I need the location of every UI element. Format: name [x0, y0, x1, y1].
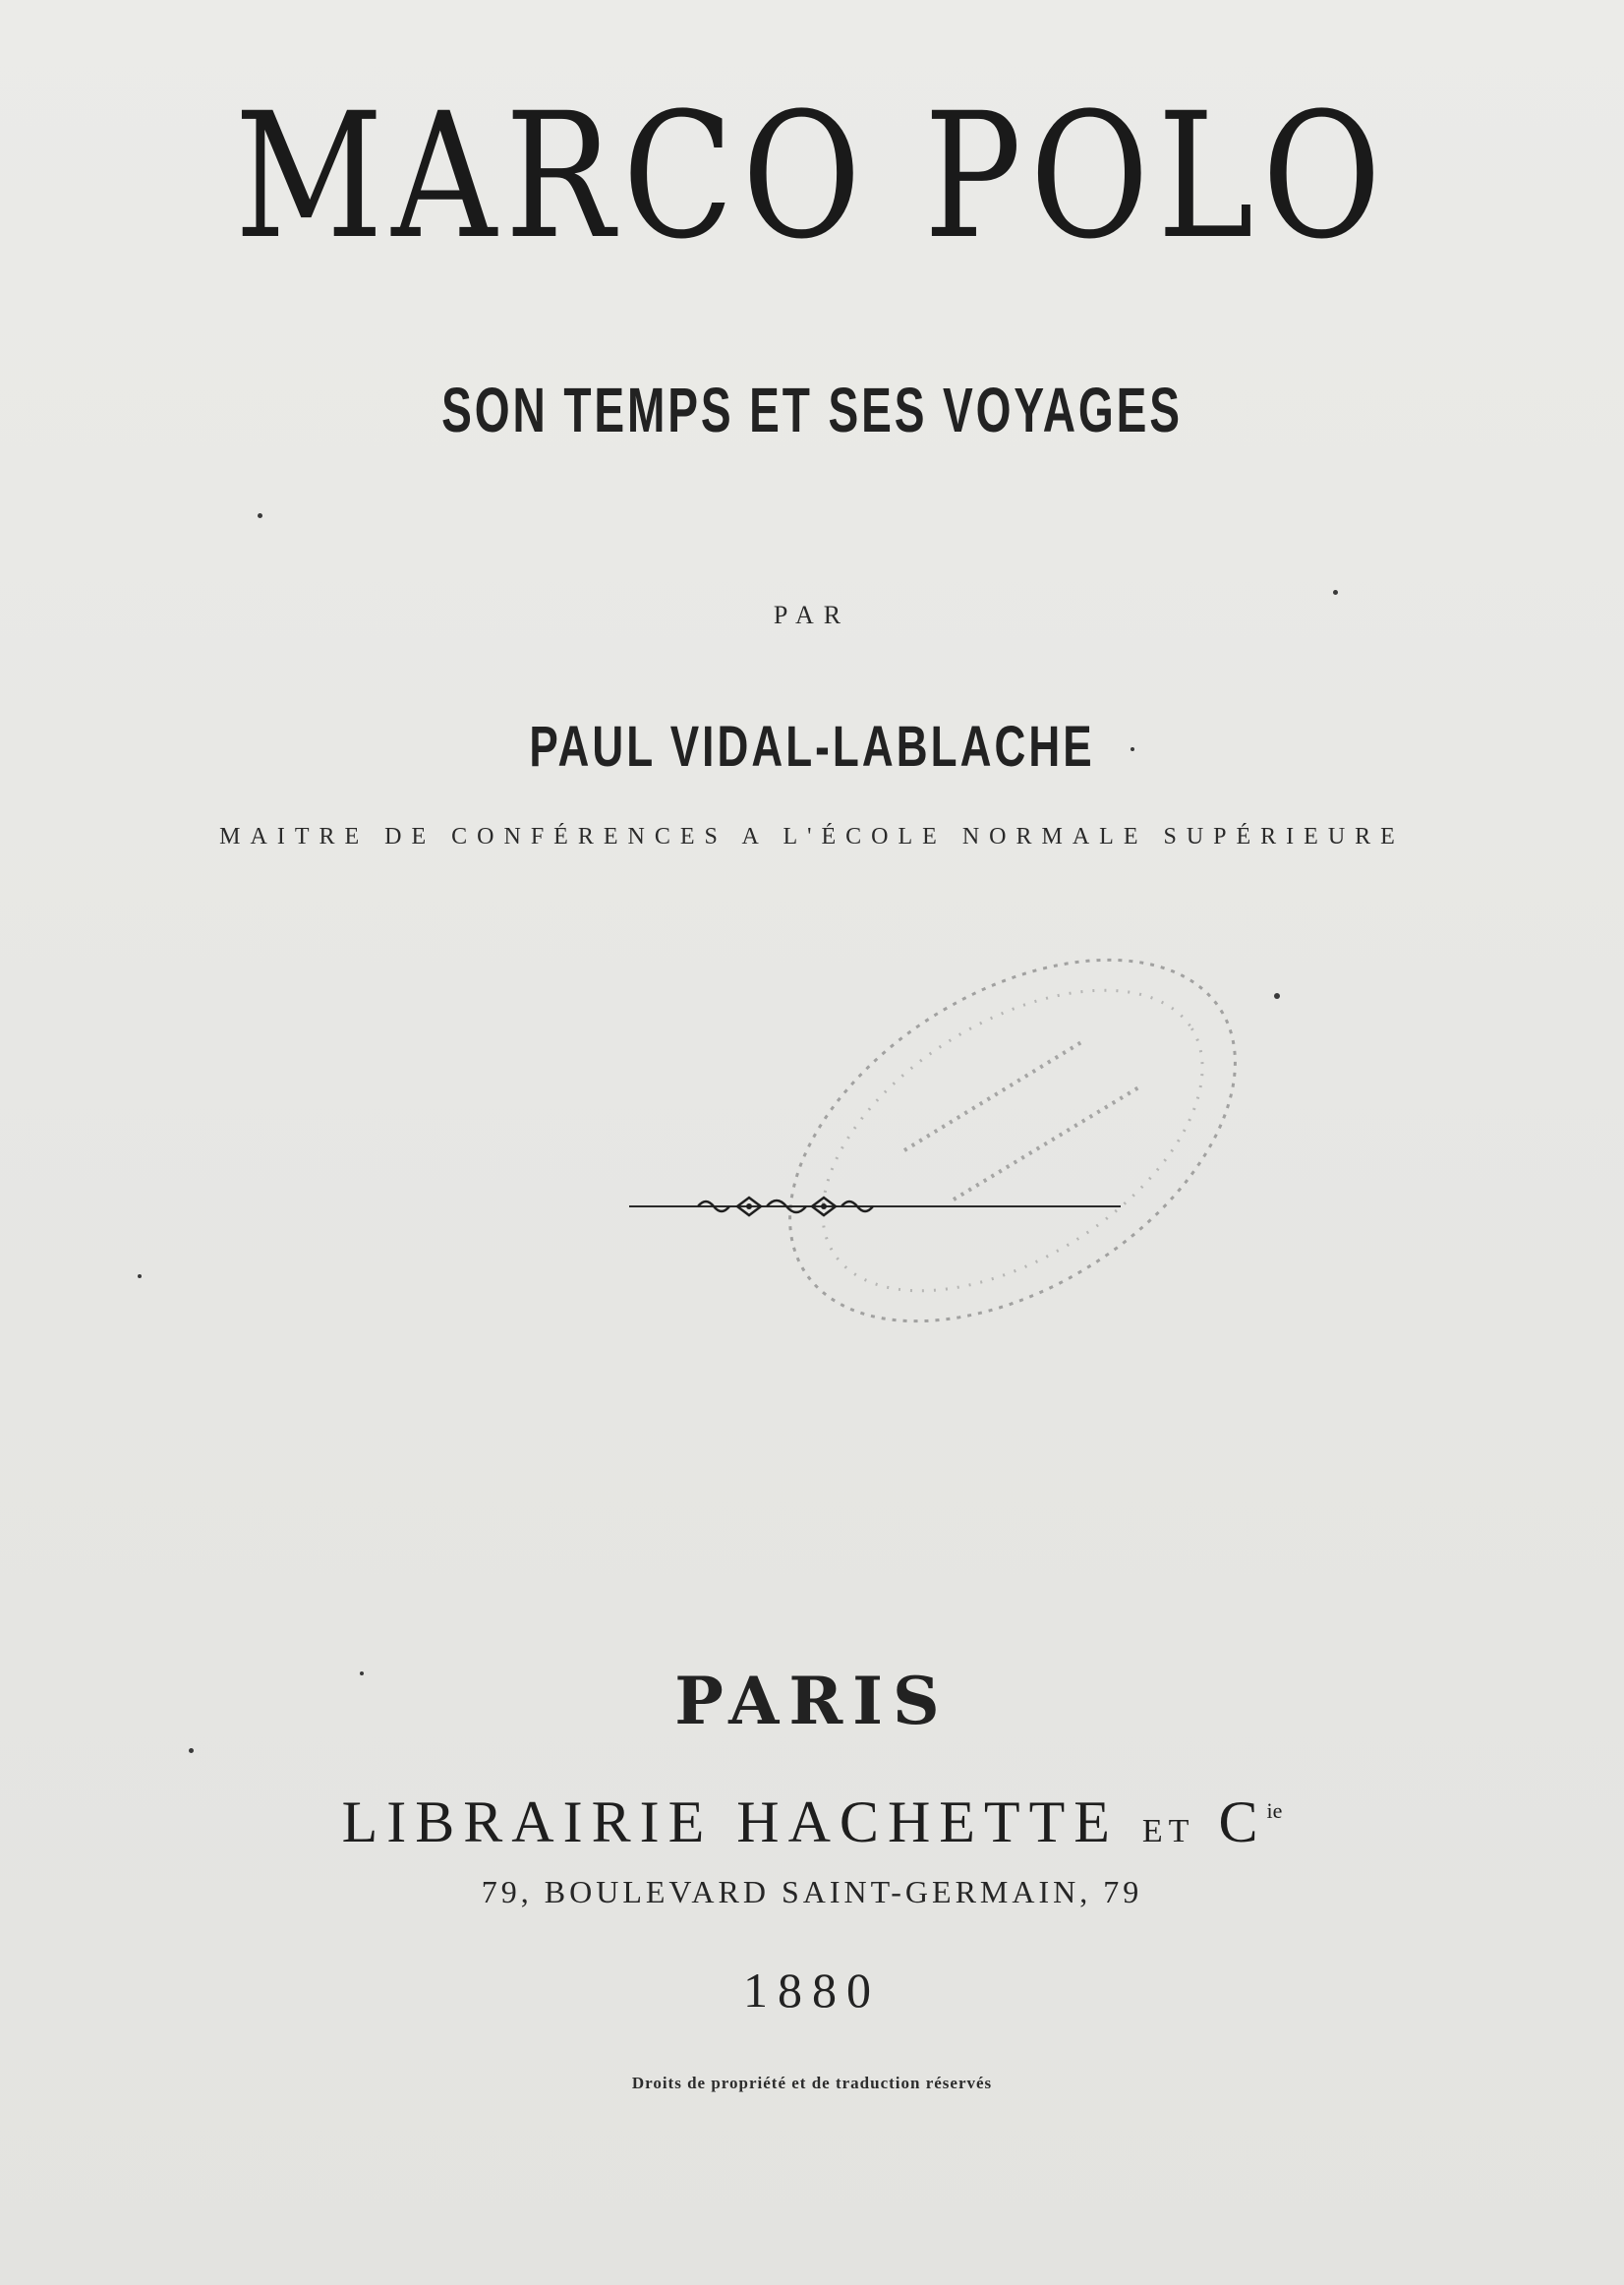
publisher-address: 79, BOULEVARD SAINT-GERMAIN, 79 [481, 1874, 1143, 1909]
by-line: PAR [773, 601, 851, 629]
publisher-co: C [1218, 1789, 1267, 1854]
publication-year: 1880 [743, 1963, 881, 2018]
ink-speck [360, 1671, 364, 1675]
publisher-co-superscript: ie [1266, 1798, 1283, 1823]
ink-speck [1274, 993, 1280, 999]
rights-notice: Droits de propriété et de traduction réservés [631, 2074, 993, 2092]
ink-speck [138, 1274, 142, 1278]
book-subtitle: SON TEMPS ET SES VOYAGES [441, 375, 1183, 445]
publisher-city: PARIS [674, 1663, 950, 1739]
ink-speck [1131, 747, 1134, 751]
author-affiliation: MAITRE DE CONFÉRENCES A L'ÉCOLE NORMALE SUPÉRIEURE [219, 824, 1405, 850]
publisher-name: LIBRAIRIE HACHETTE [341, 1789, 1119, 1854]
ornamental-rule [629, 1185, 1121, 1228]
publisher-et: ET [1141, 1813, 1195, 1849]
ink-speck [258, 513, 262, 518]
book-title: MARCO POLO [234, 76, 1390, 277]
ink-speck [189, 1748, 194, 1753]
author-name: PAUL VIDAL-LABLACHE [529, 715, 1095, 779]
publisher-line [0, 1776, 1624, 1854]
ink-speck [1333, 590, 1338, 595]
library-stamp [727, 905, 1298, 1377]
